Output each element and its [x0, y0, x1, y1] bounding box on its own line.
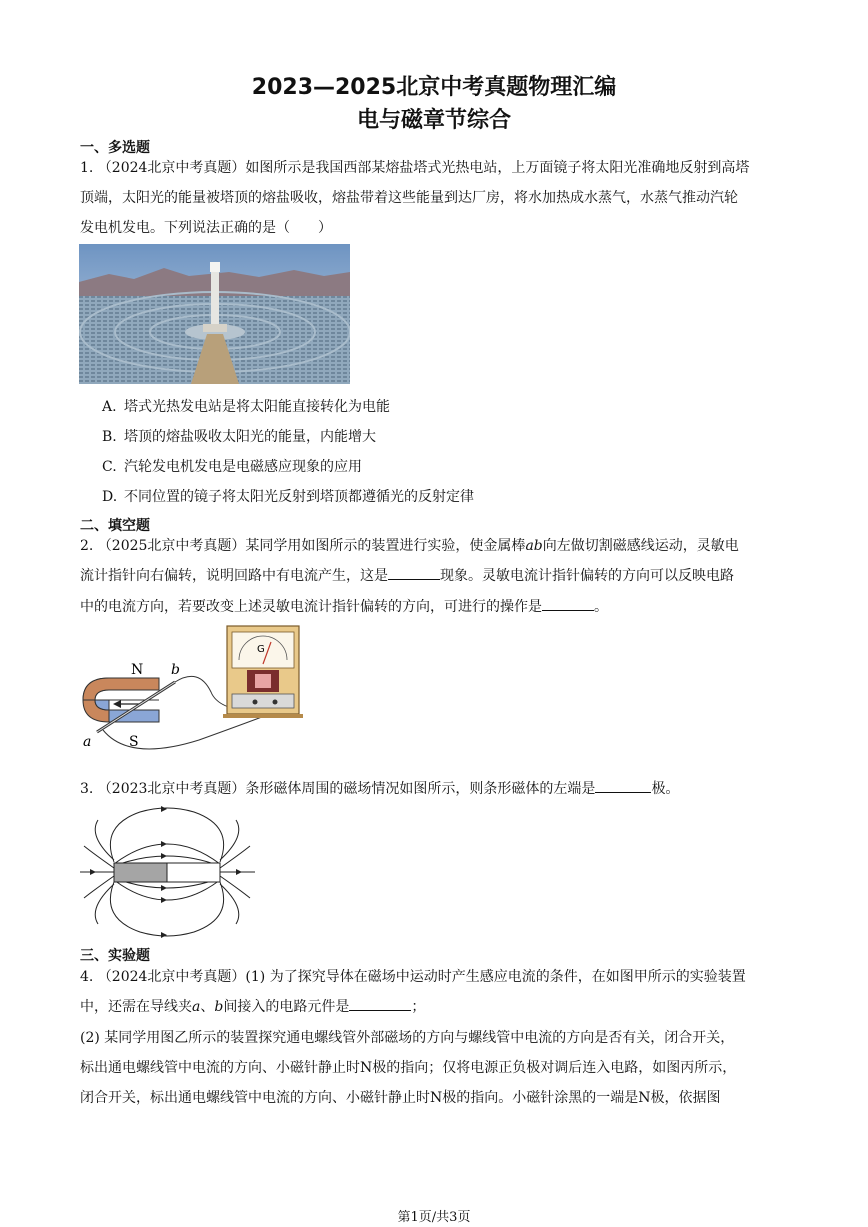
option-label: D.: [102, 489, 118, 505]
q3-text: 3. （2023北京中考真题）条形磁体周围的磁场情况如图所示，则条形磁体的左端是: [80, 781, 596, 797]
arrow-head-icon: [113, 700, 121, 708]
q2-text: 中的电流方向，若要改变上述灵敏电流计指针偏转的方向，可进行的操作是: [80, 599, 542, 615]
option-label: C.: [102, 459, 117, 475]
q2-line-2: [80, 565, 795, 585]
q4-answer-blank[interactable]: [349, 996, 411, 1011]
solar-tower-photo: [79, 244, 350, 384]
q2-line-1: [80, 535, 795, 555]
q2-text: 2. （2025北京中考真题）某同学用如图所示的装置进行实验，使金属棒: [80, 538, 526, 554]
q4-line-3: (2) 某同学用图乙所示的装置探究通电螺线管外部磁场的方向与螺线管中电流的方向是否有关，闭合开关，: [80, 1030, 735, 1046]
option-text: 不同位置的镜子将太阳光反射到塔顶都遵循光的反射定律: [124, 489, 474, 505]
option-text: 汽轮发电机发电是电磁感应现象的应用: [124, 459, 362, 475]
q4-text: 间接入的电路元件是: [223, 999, 350, 1015]
q2-text: 。: [594, 599, 608, 615]
q4-text: 中，还需在导线夹: [80, 999, 192, 1015]
q4-line-4: 标出通电螺线管中电流的方向、小磁针静止时N极的指向；仅将电源正负极对调后连入电路，如图丙所示，: [80, 1060, 737, 1076]
q4-line-2: [80, 996, 795, 1016]
q2-answer-blank-1[interactable]: [388, 565, 440, 580]
bar-magnet-left-end: [114, 863, 167, 882]
q4-clip-b: b: [214, 999, 224, 1015]
q4-text: 、: [200, 999, 215, 1015]
galvanometer: [223, 626, 303, 718]
document-title: 2023—2025北京中考真题物理汇编: [251, 75, 617, 100]
section-heading-multiple-choice: 一、多选题: [80, 140, 150, 156]
q4-text: ；: [411, 999, 426, 1015]
q1-option-c[interactable]: [102, 456, 362, 476]
rod-end-a-label: a: [83, 734, 92, 750]
q1-line-2: 顶端，太阳光的能量被塔顶的熔盐吸收，熔盐带着这些能量到达厂房，将水加热成水蒸气，水蒸气推动汽轮: [80, 190, 738, 206]
q3-line-1: [80, 778, 795, 798]
q1-option-a[interactable]: [102, 396, 390, 416]
q2-text: 现象。灵敏电流计指针偏转的方向可以反映电路: [440, 568, 734, 584]
option-text: 塔式光热发电站是将太阳能直接转化为电能: [124, 399, 390, 415]
q1-line-3: 发电机发电。下列说法正确的是（ ）: [80, 220, 332, 236]
north-pole-label: N: [131, 662, 144, 678]
galvanometer-label: G: [257, 644, 265, 655]
section-heading-fill-blank: 二、填空题: [80, 518, 150, 534]
section-heading-experiment: 三、实验题: [80, 948, 150, 964]
rod-end-b-label: b: [171, 662, 180, 678]
q1-option-b[interactable]: [102, 426, 376, 446]
page-number: 第1页/共3页: [397, 1210, 471, 1225]
south-pole-label: S: [129, 734, 139, 750]
q1-option-d[interactable]: [102, 486, 474, 506]
q2-text: 流计指针向右偏转，说明回路中有电流产生，这是: [80, 568, 388, 584]
induction-apparatus-figure: [79, 622, 304, 752]
option-label: A.: [102, 399, 117, 415]
option-label: B.: [102, 429, 117, 445]
bar-magnet-right-end: [167, 863, 220, 882]
q4-line-5: 闭合开关，标出通电螺线管中电流的方向、小磁针静止时N极的指向。小磁针涂黑的一端是N极，依据图: [80, 1090, 721, 1106]
option-text: 塔顶的熔盐吸收太阳光的能量，内能增大: [124, 429, 376, 445]
q2-answer-blank-2[interactable]: [542, 596, 594, 611]
q4-clip-a: a: [192, 999, 201, 1015]
q2-rod-ab: ab: [525, 538, 543, 554]
q3-answer-blank[interactable]: [595, 778, 651, 793]
document-subtitle: 电与磁章节综合: [356, 108, 511, 133]
bar-magnet-field-figure: [80, 806, 255, 940]
q3-text: 极。: [651, 781, 680, 797]
q4-line-1: 4. （2024北京中考真题）(1) 为了探究导体在磁场中运动时产生感应电流的条件，在如图甲所示的实验装置: [80, 969, 746, 985]
q2-line-3: [80, 596, 795, 616]
magnet-north-half: [83, 678, 159, 700]
q1-line-1: 1. （2024北京中考真题）如图所示是我国西部某熔盐塔式光热电站，上万面镜子将太阳光准确地反射到高塔: [80, 160, 750, 176]
q2-text: 向左做切割磁感线运动，灵敏电: [542, 538, 739, 554]
